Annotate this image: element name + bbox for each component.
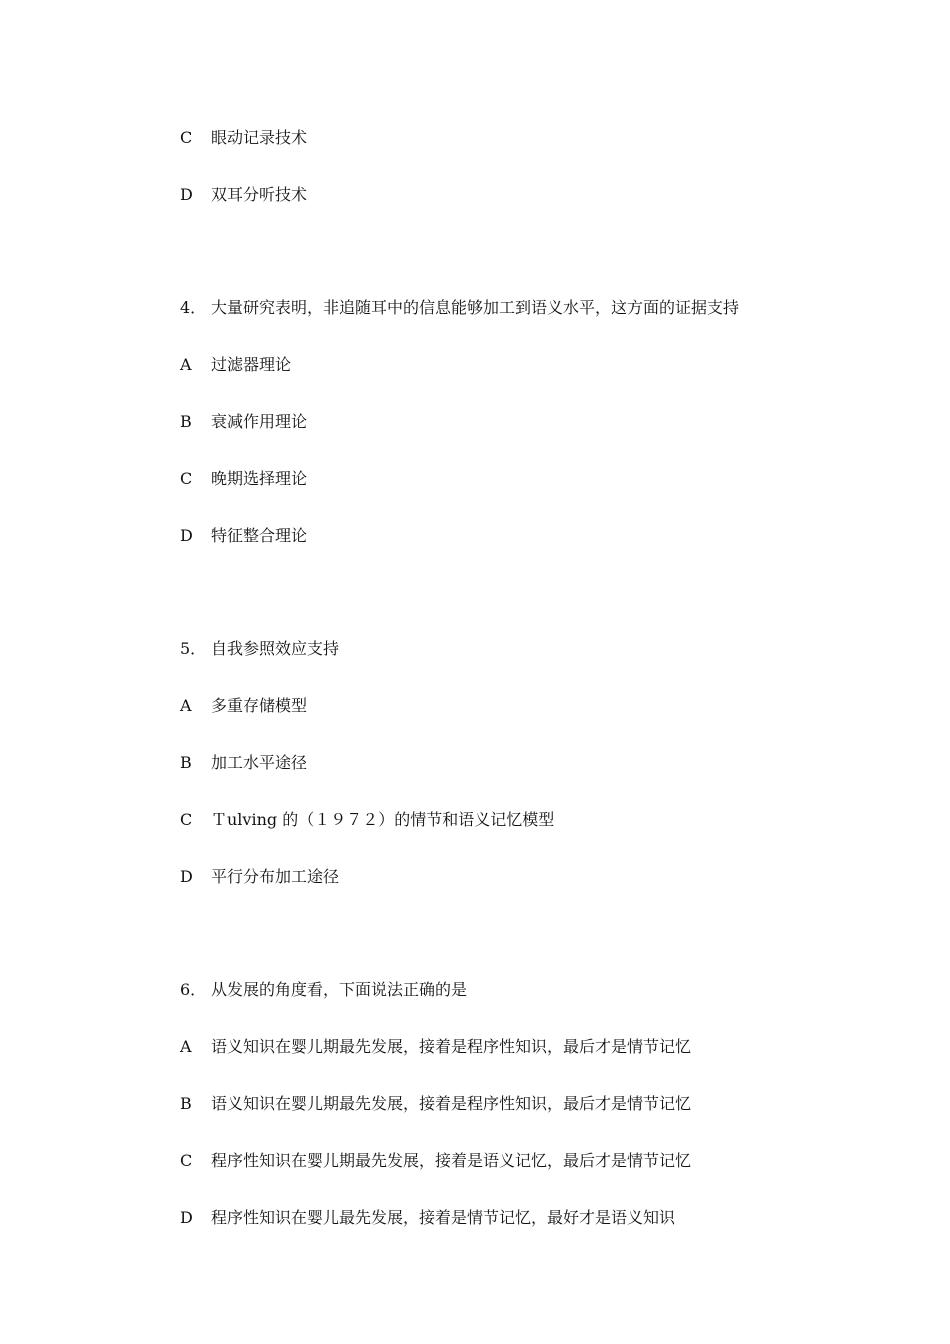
option-text: 过滤器理论	[211, 355, 292, 374]
option-letter: A	[180, 696, 192, 715]
option-text: 晚期选择理论	[211, 469, 308, 488]
option-letter: D	[180, 185, 193, 204]
option-letter: A	[180, 1037, 192, 1056]
q5-option-b	[180, 752, 307, 774]
question-number: 5．	[180, 639, 207, 658]
option-letter: B	[180, 753, 192, 772]
option-text: 语义知识在婴儿期最先发展，接着是程序性知识，最后才是情节记忆	[211, 1037, 692, 1056]
option-text: 语义知识在婴儿期最先发展，接着是程序性知识，最后才是情节记忆	[211, 1094, 692, 1113]
option-text: Ｔulving 的（１９７２）的情节和语义记忆模型	[211, 810, 555, 829]
option-letter: B	[180, 412, 192, 431]
q4-option-c	[180, 468, 307, 490]
q4-option-d	[180, 525, 307, 547]
q6-option-d	[180, 1207, 675, 1229]
question-number: 6．	[180, 980, 207, 999]
question-text: 从发展的角度看，下面说法正确的是	[211, 980, 468, 999]
option-letter: D	[180, 867, 193, 886]
option-text: 平行分布加工途径	[211, 867, 340, 886]
q6-option-a	[180, 1036, 691, 1058]
option-text: 衰减作用理论	[211, 412, 308, 431]
option-text: 特征整合理论	[211, 526, 308, 545]
q4-stem	[180, 297, 739, 319]
question-text: 自我参照效应支持	[211, 639, 340, 658]
q5-option-d	[180, 866, 339, 888]
q3-option-c	[180, 127, 307, 149]
option-text: 程序性知识在婴儿期最先发展，接着是语义记忆，最后才是情节记忆	[211, 1151, 692, 1170]
q4-option-b	[180, 411, 307, 433]
q3-option-d	[180, 184, 307, 206]
option-letter: D	[180, 526, 193, 545]
q5-stem	[180, 638, 339, 660]
q6-option-b	[180, 1093, 691, 1115]
q6-option-c	[180, 1150, 691, 1172]
q5-option-c	[180, 809, 554, 831]
option-letter: C	[180, 469, 193, 488]
option-text: 多重存储模型	[211, 696, 308, 715]
q6-stem	[180, 979, 467, 1001]
question-number: 4．	[180, 298, 207, 317]
question-text: 大量研究表明，非追随耳中的信息能够加工到语义水平，这方面的证据支持	[211, 298, 740, 317]
option-letter: C	[180, 1151, 193, 1170]
option-text: 加工水平途径	[211, 753, 308, 772]
option-text: 双耳分听技术	[211, 185, 308, 204]
option-letter: D	[180, 1208, 193, 1227]
q4-option-a	[180, 354, 291, 376]
option-letter: C	[180, 810, 193, 829]
q5-option-a	[180, 695, 307, 717]
option-letter: B	[180, 1094, 192, 1113]
option-text: 程序性知识在婴儿最先发展，接着是情节记忆，最好才是语义知识	[211, 1208, 676, 1227]
option-letter: A	[180, 355, 192, 374]
option-text: 眼动记录技术	[211, 128, 308, 147]
option-letter: C	[180, 128, 193, 147]
